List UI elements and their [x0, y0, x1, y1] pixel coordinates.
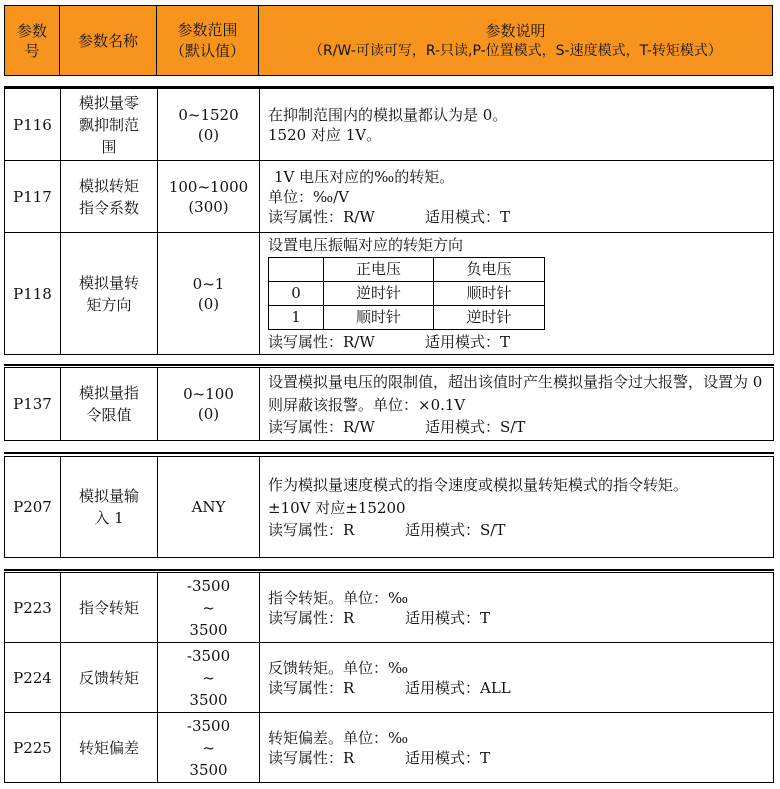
param-range: -3500 ~ 3500: [158, 643, 260, 713]
param-name: 模拟量指令限值: [61, 368, 158, 441]
param-name: 模拟转矩指令系数: [61, 161, 158, 233]
param-desc: 转矩偏差。单位：‰ 读写属性：R 适用模式：T: [260, 713, 774, 783]
param-id: P207: [5, 457, 61, 558]
header-desc-note: （R/W-可读可写，R-只读,P-位置模式，S-速度模式，T-转矩模式）: [309, 42, 722, 59]
param-id: P225: [5, 713, 61, 783]
param-range: 100~1000 (300): [158, 161, 260, 233]
param-desc: 1V 电压对应的‰的转矩。 单位：‰/V 读写属性：R/W 适用模式：T: [260, 161, 774, 233]
param-name: 反馈转矩: [61, 643, 158, 713]
param-range: 0~1 (0): [158, 233, 260, 355]
param-range: 0~100 (0): [158, 368, 260, 441]
param-id: P137: [5, 368, 61, 441]
param-desc: 设置电压振幅对应的转矩方向 正电压 负电压 0 逆时针 顺时针 1 顺时针 逆时针 读写属性：R/W 适用模式：T: [260, 233, 774, 355]
table-row-p137: [5, 368, 774, 441]
param-group-1: [4, 88, 774, 355]
param-name: 模拟量输入 1: [61, 457, 158, 558]
table-row-p117: [5, 161, 774, 233]
param-desc: 设置模拟量电压的限制值，超出该值时产生模拟量指令过大报警，设置为 0 则屏蔽该报警。单位：×0.1V 读写属性：R/W 适用模式：S/T: [260, 368, 774, 441]
header-name: 参数名称: [60, 6, 157, 76]
param-id: P116: [5, 89, 61, 161]
param-name: 模拟量转矩方向: [61, 233, 158, 355]
param-desc: 在抑制范围内的模拟量都认为是 0。 1520 对应 1V。: [260, 89, 774, 161]
param-id: P223: [5, 573, 61, 643]
group-divider: [4, 452, 774, 454]
param-name: 转矩偏差: [61, 713, 158, 783]
param-range: 0~1520 (0): [158, 89, 260, 161]
table-header: [4, 5, 773, 76]
param-group-3: [4, 456, 774, 558]
param-range: -3500 ~ 3500: [158, 573, 260, 643]
table-row-p223: [5, 573, 774, 643]
param-range: ANY: [158, 457, 260, 558]
direction-table: 正电压 负电压 0 逆时针 顺时针 1 顺时针 逆时针: [268, 257, 545, 330]
table-row-p118: [5, 233, 774, 355]
table-row-p224: [5, 643, 774, 713]
header-range: 参数范围（默认值）: [157, 6, 259, 76]
param-desc: 作为模拟量速度模式的指令速度或模拟量转矩模式的指令转矩。 ±10V 对应±15200 读写属性：R 适用模式：S/T: [260, 457, 774, 558]
header-desc: [259, 6, 773, 76]
header-desc-title: 参数说明: [485, 21, 546, 40]
param-desc: 指令转矩。单位：‰ 读写属性：R 适用模式：T: [260, 573, 774, 643]
table-row-p207: [5, 457, 774, 558]
param-id: P117: [5, 161, 61, 233]
header-id: 参数号: [5, 6, 60, 76]
param-group-2: [4, 367, 774, 441]
param-group-4: [4, 572, 774, 783]
param-id: P224: [5, 643, 61, 713]
param-name: 模拟量零飘抑制范围: [61, 89, 158, 161]
param-range: -3500 ~ 3500: [158, 713, 260, 783]
group-divider: [4, 364, 774, 366]
param-desc: 反馈转矩。单位：‰ 读写属性：R 适用模式：ALL: [260, 643, 774, 713]
table-row-p116: [5, 89, 774, 161]
param-name: 指令转矩: [61, 573, 158, 643]
table-row-p225: [5, 713, 774, 783]
param-id: P118: [5, 233, 61, 355]
group-divider: [4, 569, 774, 571]
